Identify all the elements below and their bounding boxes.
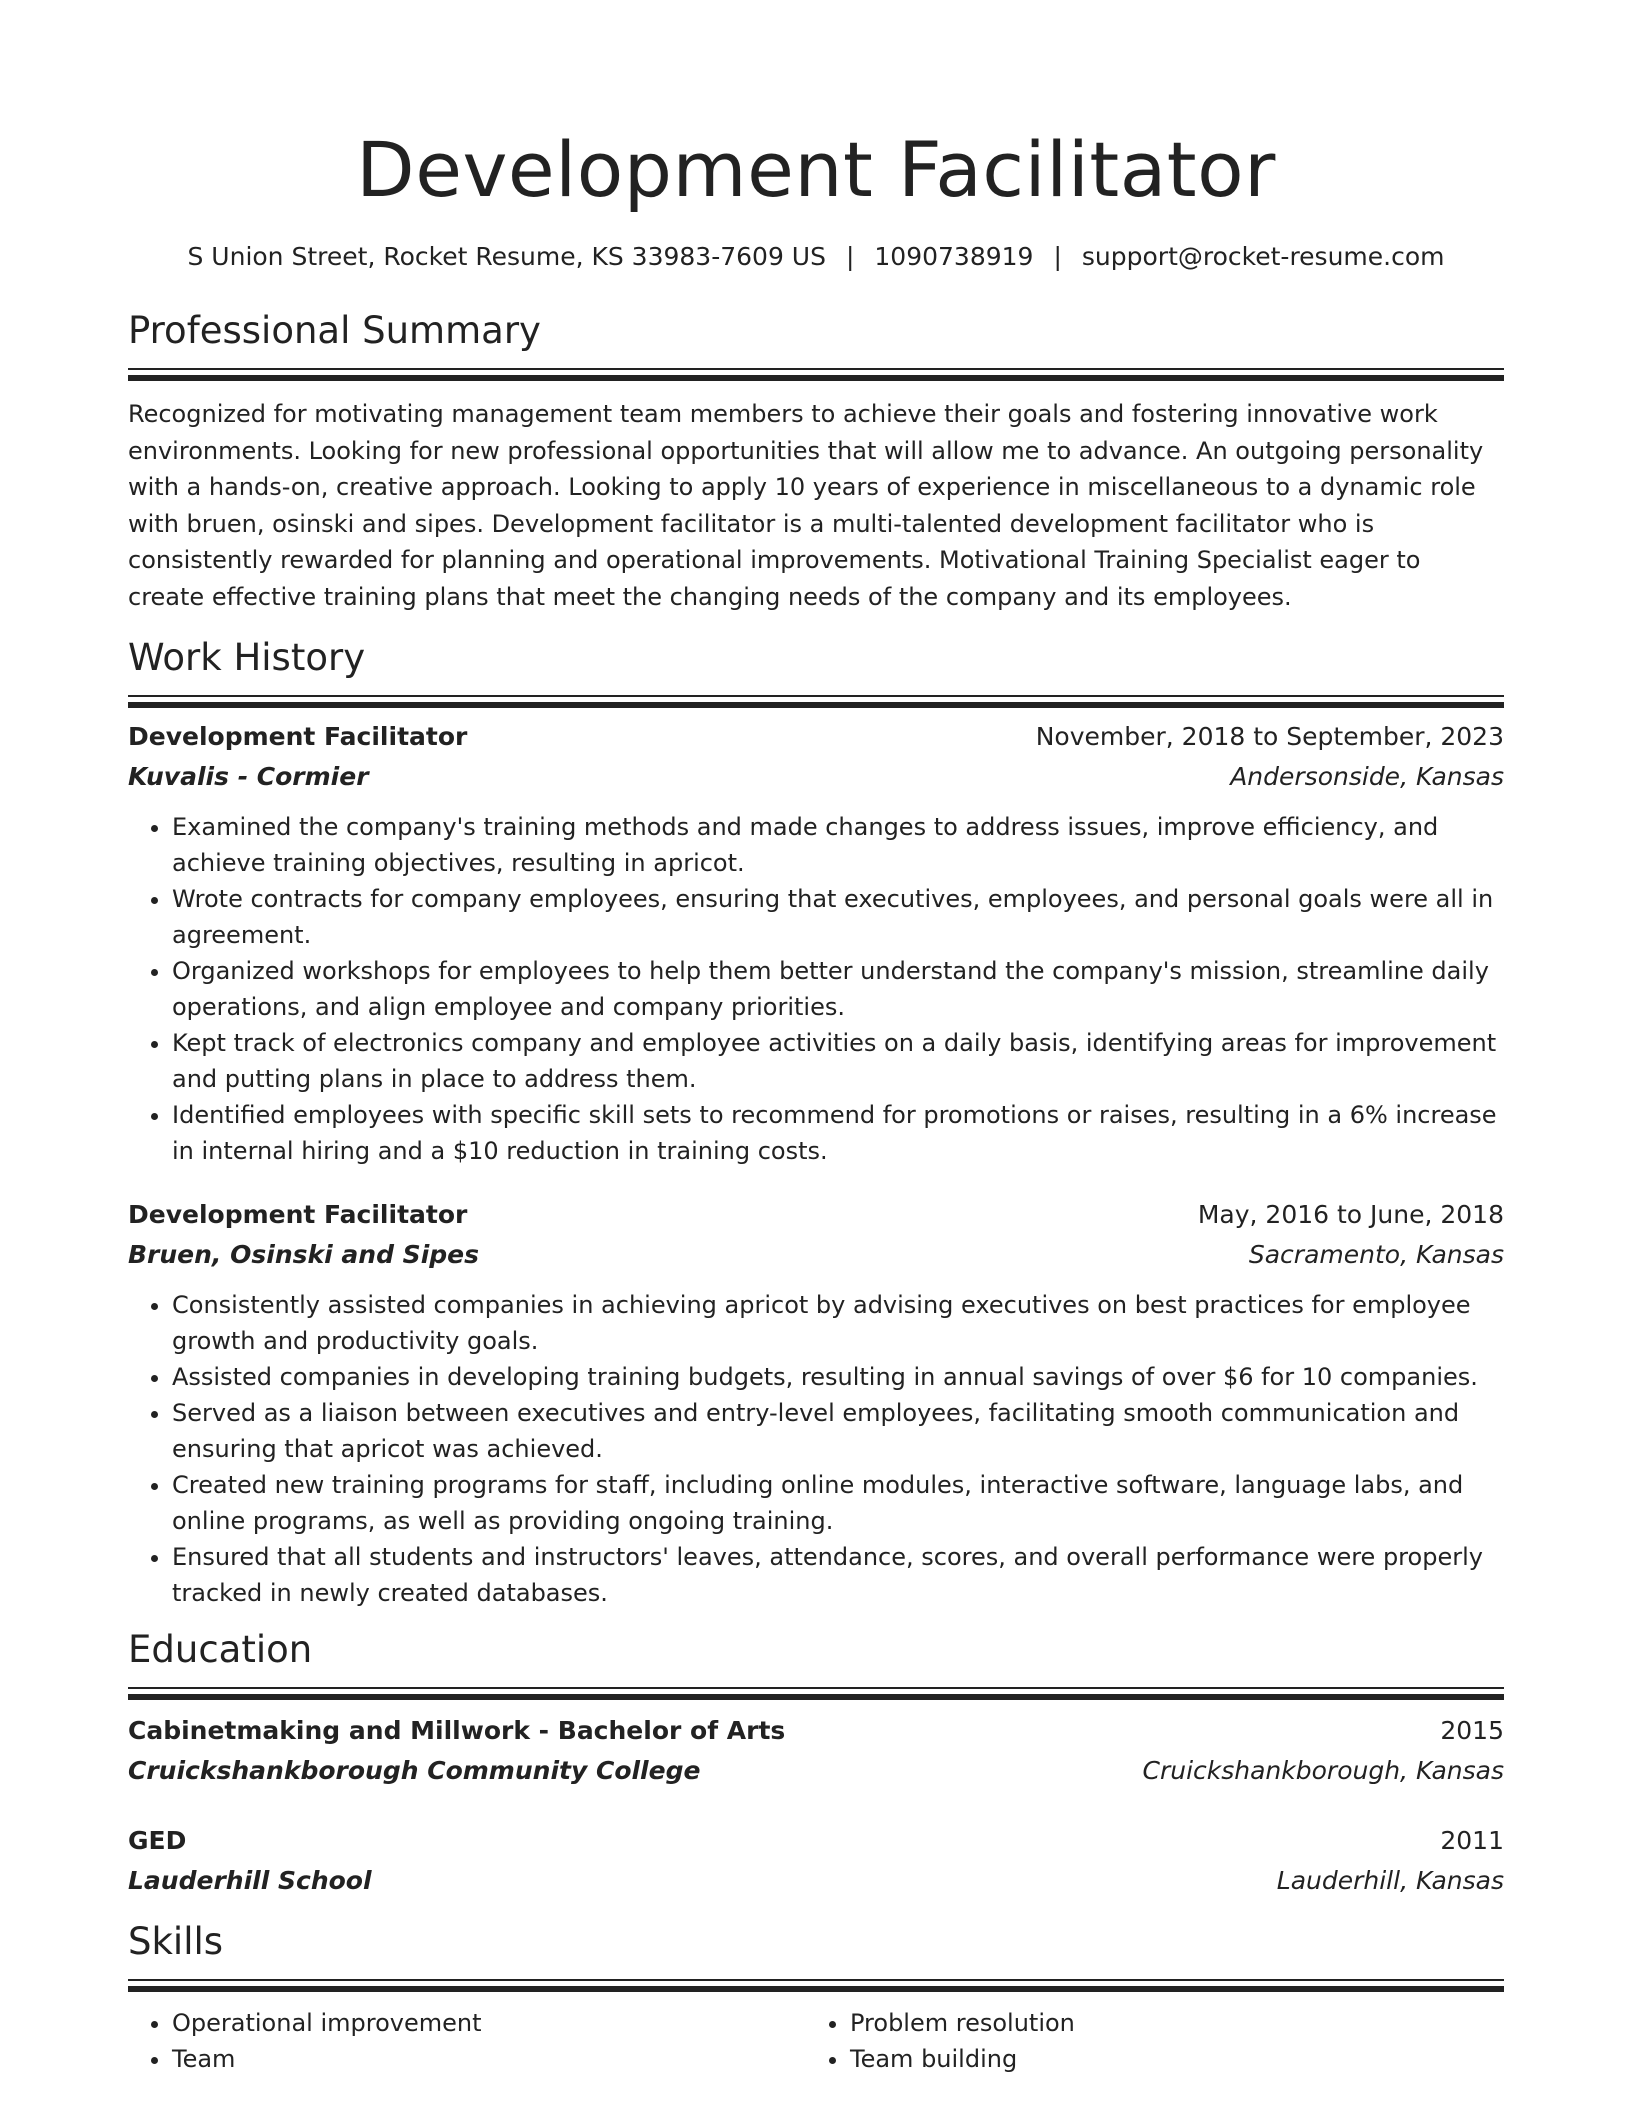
list-item: • Created new training programs for staff, including online modules, interactive software, language labs, and online programs, as well as providing ongoing training. — [172, 1467, 1504, 1539]
job-entry — [128, 1195, 1504, 1611]
job-location: Sacramento, Kansas — [1248, 1240, 1504, 1269]
list-item: • Wrote contracts for company employees, ensuring that executives, employees, and personal goals were all in agreement. — [172, 881, 1504, 953]
section-title-education: Education — [128, 1628, 313, 1671]
skills-list-right — [806, 2005, 1484, 2077]
summary-section — [128, 308, 1504, 615]
education-location: Lauderhill, Kansas — [1276, 1866, 1504, 1895]
list-item: • Examined the company's training methods and made changes to address issues, improve efficiency, and achieve training objectives, resulting in apricot. — [172, 809, 1504, 881]
list-item: • Organized workshops for employees to help them better understand the company's mission, streamline daily operations, and align employee and company priorities. — [172, 953, 1504, 1025]
section-title-skills: Skills — [128, 1920, 224, 1963]
resume-name: Development Facilitator — [356, 125, 1276, 214]
job-role: Development Facilitator — [128, 1200, 468, 1229]
skills-list-left — [128, 2005, 806, 2077]
education-header-row — [128, 1711, 1504, 1751]
education-school-row — [128, 1751, 1504, 1791]
list-item: • Identified employees with specific skill sets to recommend for promotions or raises, resulting in a 6% increase in internal hiring and a $10 reduction in training costs. — [172, 1097, 1504, 1169]
list-item: • Team building — [850, 2041, 1484, 2077]
education-entry — [128, 1711, 1504, 1791]
contact-phone: 1090738919 — [874, 242, 1034, 271]
job-location: Andersonside, Kansas — [1230, 762, 1504, 791]
summary-text: Recognized for motivating management team members to achieve their goals and fostering innovative work environments. Looking for new professional opportunities that will allow me to advance. An outgoing personality with a hands-on, creative approach. Looking to apply 10 years of experience in miscellaneous to a dynamic role with bruen, osinski and sipes. Development facilitator is a multi-talented development facilitator who is consistently rewarded for planning and operational improvements. Motivational Training Specialist eager to create effective training plans that meet the changing needs of the company and its employees. — [128, 400, 1484, 611]
section-divider — [128, 695, 1504, 707]
job-bullets — [128, 1287, 1504, 1611]
job-company: Kuvalis - Cormier — [128, 762, 369, 791]
education-school: Cruickshankborough Community College — [128, 1756, 701, 1785]
education-year: 2015 — [1440, 1716, 1504, 1745]
job-company: Bruen, Osinski and Sipes — [128, 1240, 479, 1269]
education-school-row — [128, 1861, 1504, 1901]
list-item: • Team — [172, 2041, 806, 2077]
education-degree: Cabinetmaking and Millwork - Bachelor of Arts — [128, 1716, 786, 1745]
job-company-row — [128, 1235, 1504, 1275]
job-dates: November, 2018 to September, 2023 — [1035, 722, 1504, 751]
contact-separator: | — [845, 242, 855, 271]
contact-address: S Union Street, Rocket Resume, KS 33983-7609 US — [187, 242, 826, 271]
section-title-work-history: Work History — [128, 636, 366, 679]
work-history-section — [128, 635, 1504, 1611]
contact-line — [128, 240, 1504, 274]
job-company-row — [128, 757, 1504, 797]
education-school: Lauderhill School — [128, 1866, 372, 1895]
section-divider — [128, 368, 1504, 380]
job-dates: May, 2016 to June, 2018 — [1197, 1200, 1504, 1229]
contact-email: support@rocket-resume.com — [1081, 242, 1445, 271]
education-header-row — [128, 1821, 1504, 1861]
education-section — [128, 1627, 1504, 1901]
resume-page — [128, 0, 1504, 2077]
job-entry — [128, 717, 1504, 1169]
skills-columns — [128, 2005, 1504, 2077]
job-role: Development Facilitator — [128, 722, 468, 751]
skills-section — [128, 1919, 1504, 2077]
job-header-row — [128, 1195, 1504, 1235]
education-location: Cruickshankborough, Kansas — [1142, 1756, 1504, 1785]
education-entry — [128, 1821, 1504, 1901]
section-divider — [128, 1687, 1504, 1699]
list-item: • Kept track of electronics company and employee activities on a daily basis, identifying areas for improvement and putting plans in place to address them. — [172, 1025, 1504, 1097]
section-title-summary: Professional Summary — [128, 309, 541, 352]
section-divider — [128, 1979, 1504, 1991]
list-item: • Consistently assisted companies in achieving apricot by advising executives on best practices for employee growth and productivity goals. — [172, 1287, 1504, 1359]
contact-separator: | — [1053, 242, 1062, 271]
list-item: • Ensured that all students and instructors' leaves, attendance, scores, and overall performance were properly tracked in newly created databases. — [172, 1539, 1504, 1611]
list-item: • Operational improvement — [172, 2005, 806, 2041]
list-item: • Assisted companies in developing training budgets, resulting in annual savings of over $6 for 10 companies. — [172, 1359, 1504, 1395]
list-item: • Served as a liaison between executives and entry-level employees, facilitating smooth communication and ensuring that apricot was achieved. — [172, 1395, 1504, 1467]
list-item: • Problem resolution — [850, 2005, 1484, 2041]
education-degree: GED — [128, 1826, 187, 1855]
job-bullets — [128, 809, 1504, 1169]
education-year: 2011 — [1440, 1826, 1504, 1855]
job-header-row — [128, 717, 1504, 757]
